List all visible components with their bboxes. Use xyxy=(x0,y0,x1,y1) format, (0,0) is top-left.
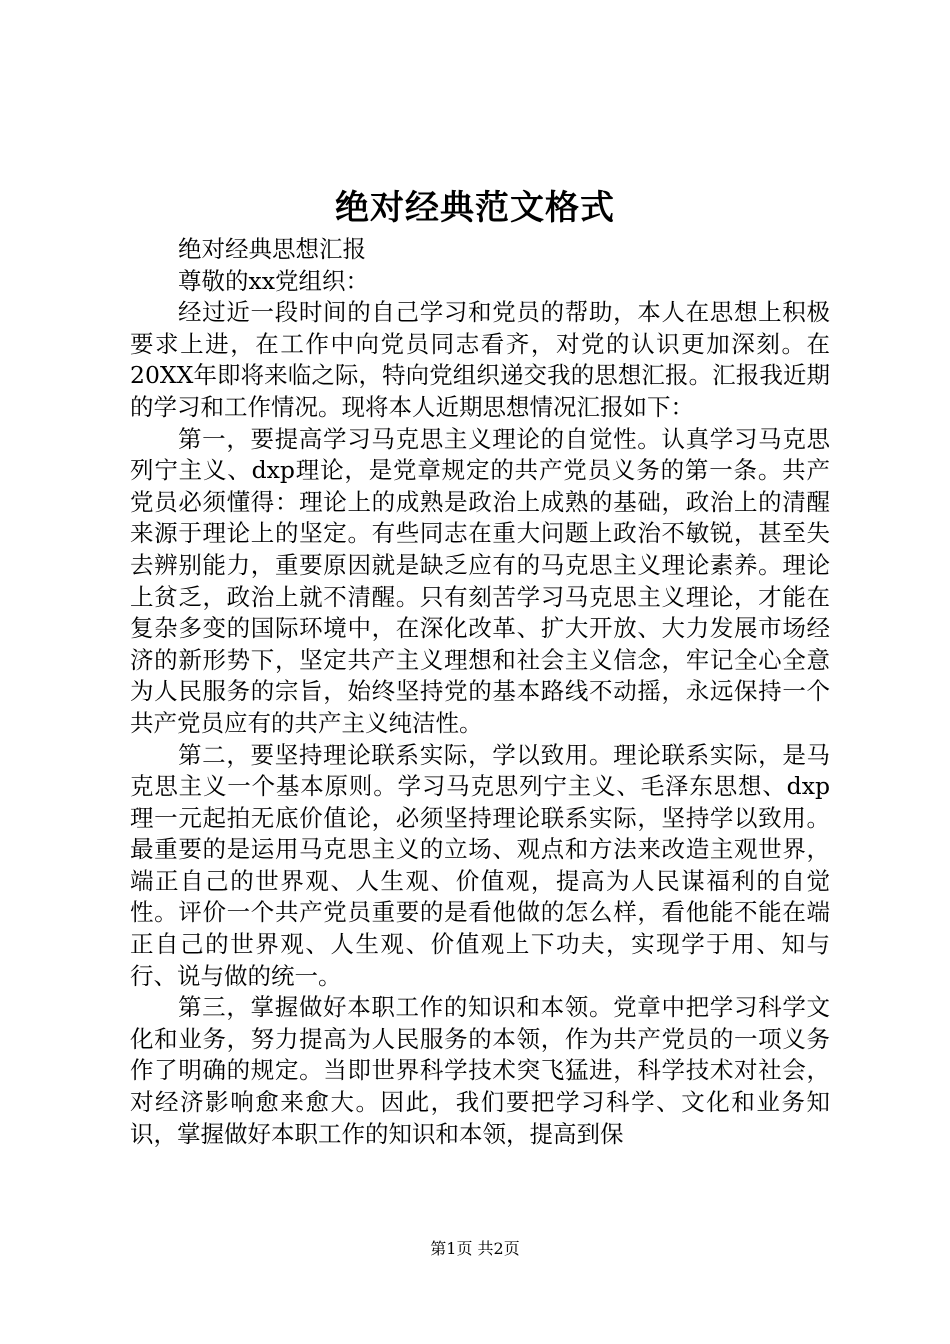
report-heading: 绝对经典思想汇报 xyxy=(178,235,366,263)
document-title: 绝对经典范文格式 xyxy=(335,188,615,228)
paragraph-second: 第二，要坚持理论联系实际，学以致用。理论联系实际，是马克思主义一个基本原则。学习马克思列宁主义、毛泽东思想、dxp理一元起拍无底价值论，必须坚持理论联系实际，坚持学以致用。最重要的是运用马克思主义的立场、观点和方法来改造主观世界，端正自己的世界观、人生观、价值观，提高为人民谋福利的自觉性。评价一个共产党员重要的是看他做的怎么样，看他能不能在端正自己的世界观、人生观、价值观上下功夫，实现学于用、知与行、说与做的统一。 xyxy=(130,740,830,990)
page-footer: 第1页 共2页 xyxy=(430,1239,520,1258)
paragraph-first: 第一，要提高学习马克思主义理论的自觉性。认真学习马克思列宁主义、dxp理论，是党章规定的共产党员义务的第一条。共产党员必须懂得：理论上的成熟是政治上成熟的基础，政治上的清醒来源于理论上的坚定。有些同志在重大问题上政治不敏锐，甚至失去辨别能力，重要原因就是缺乏应有的马克思主义理论素养。理论上贫乏，政治上就不清醒。只有刻苦学习马克思主义理论，才能在复杂多变的国际环境中，在深化改革、扩大开放、大力发展市场经济的新形势下，坚定共产主义理想和社会主义信念，牢记全心全意为人民服务的宗旨，始终坚持党的基本路线不动摇，永远保持一个共产党员应有的共产主义纯洁性。 xyxy=(130,424,830,737)
salutation: 尊敬的xx党组织： xyxy=(178,266,370,295)
paragraph-third: 第三，掌握做好本职工作的知识和本领。党章中把学习科学文化和业务，努力提高为人民服务的本领，作为共产党员的一项义务作了明确的规定。当即世界科学技术突飞猛进，科学技术对社会，对经济影响愈来愈大。因此，我们要把学习科学、文化和业务知识，掌握做好本职工作的知识和本领，提高到保 xyxy=(130,993,830,1148)
document-body xyxy=(130,234,830,1150)
paragraph-intro: 经过近一段时间的自己学习和党员的帮助，本人在思想上积极要求上进，在工作中向党员同志看齐，对党的认识更加深刻。在20XX年即将来临之际，特向党组织递交我的思想汇报。汇报我近期的学习和工作情况。现将本人近期思想情况汇报如下： xyxy=(130,298,830,421)
